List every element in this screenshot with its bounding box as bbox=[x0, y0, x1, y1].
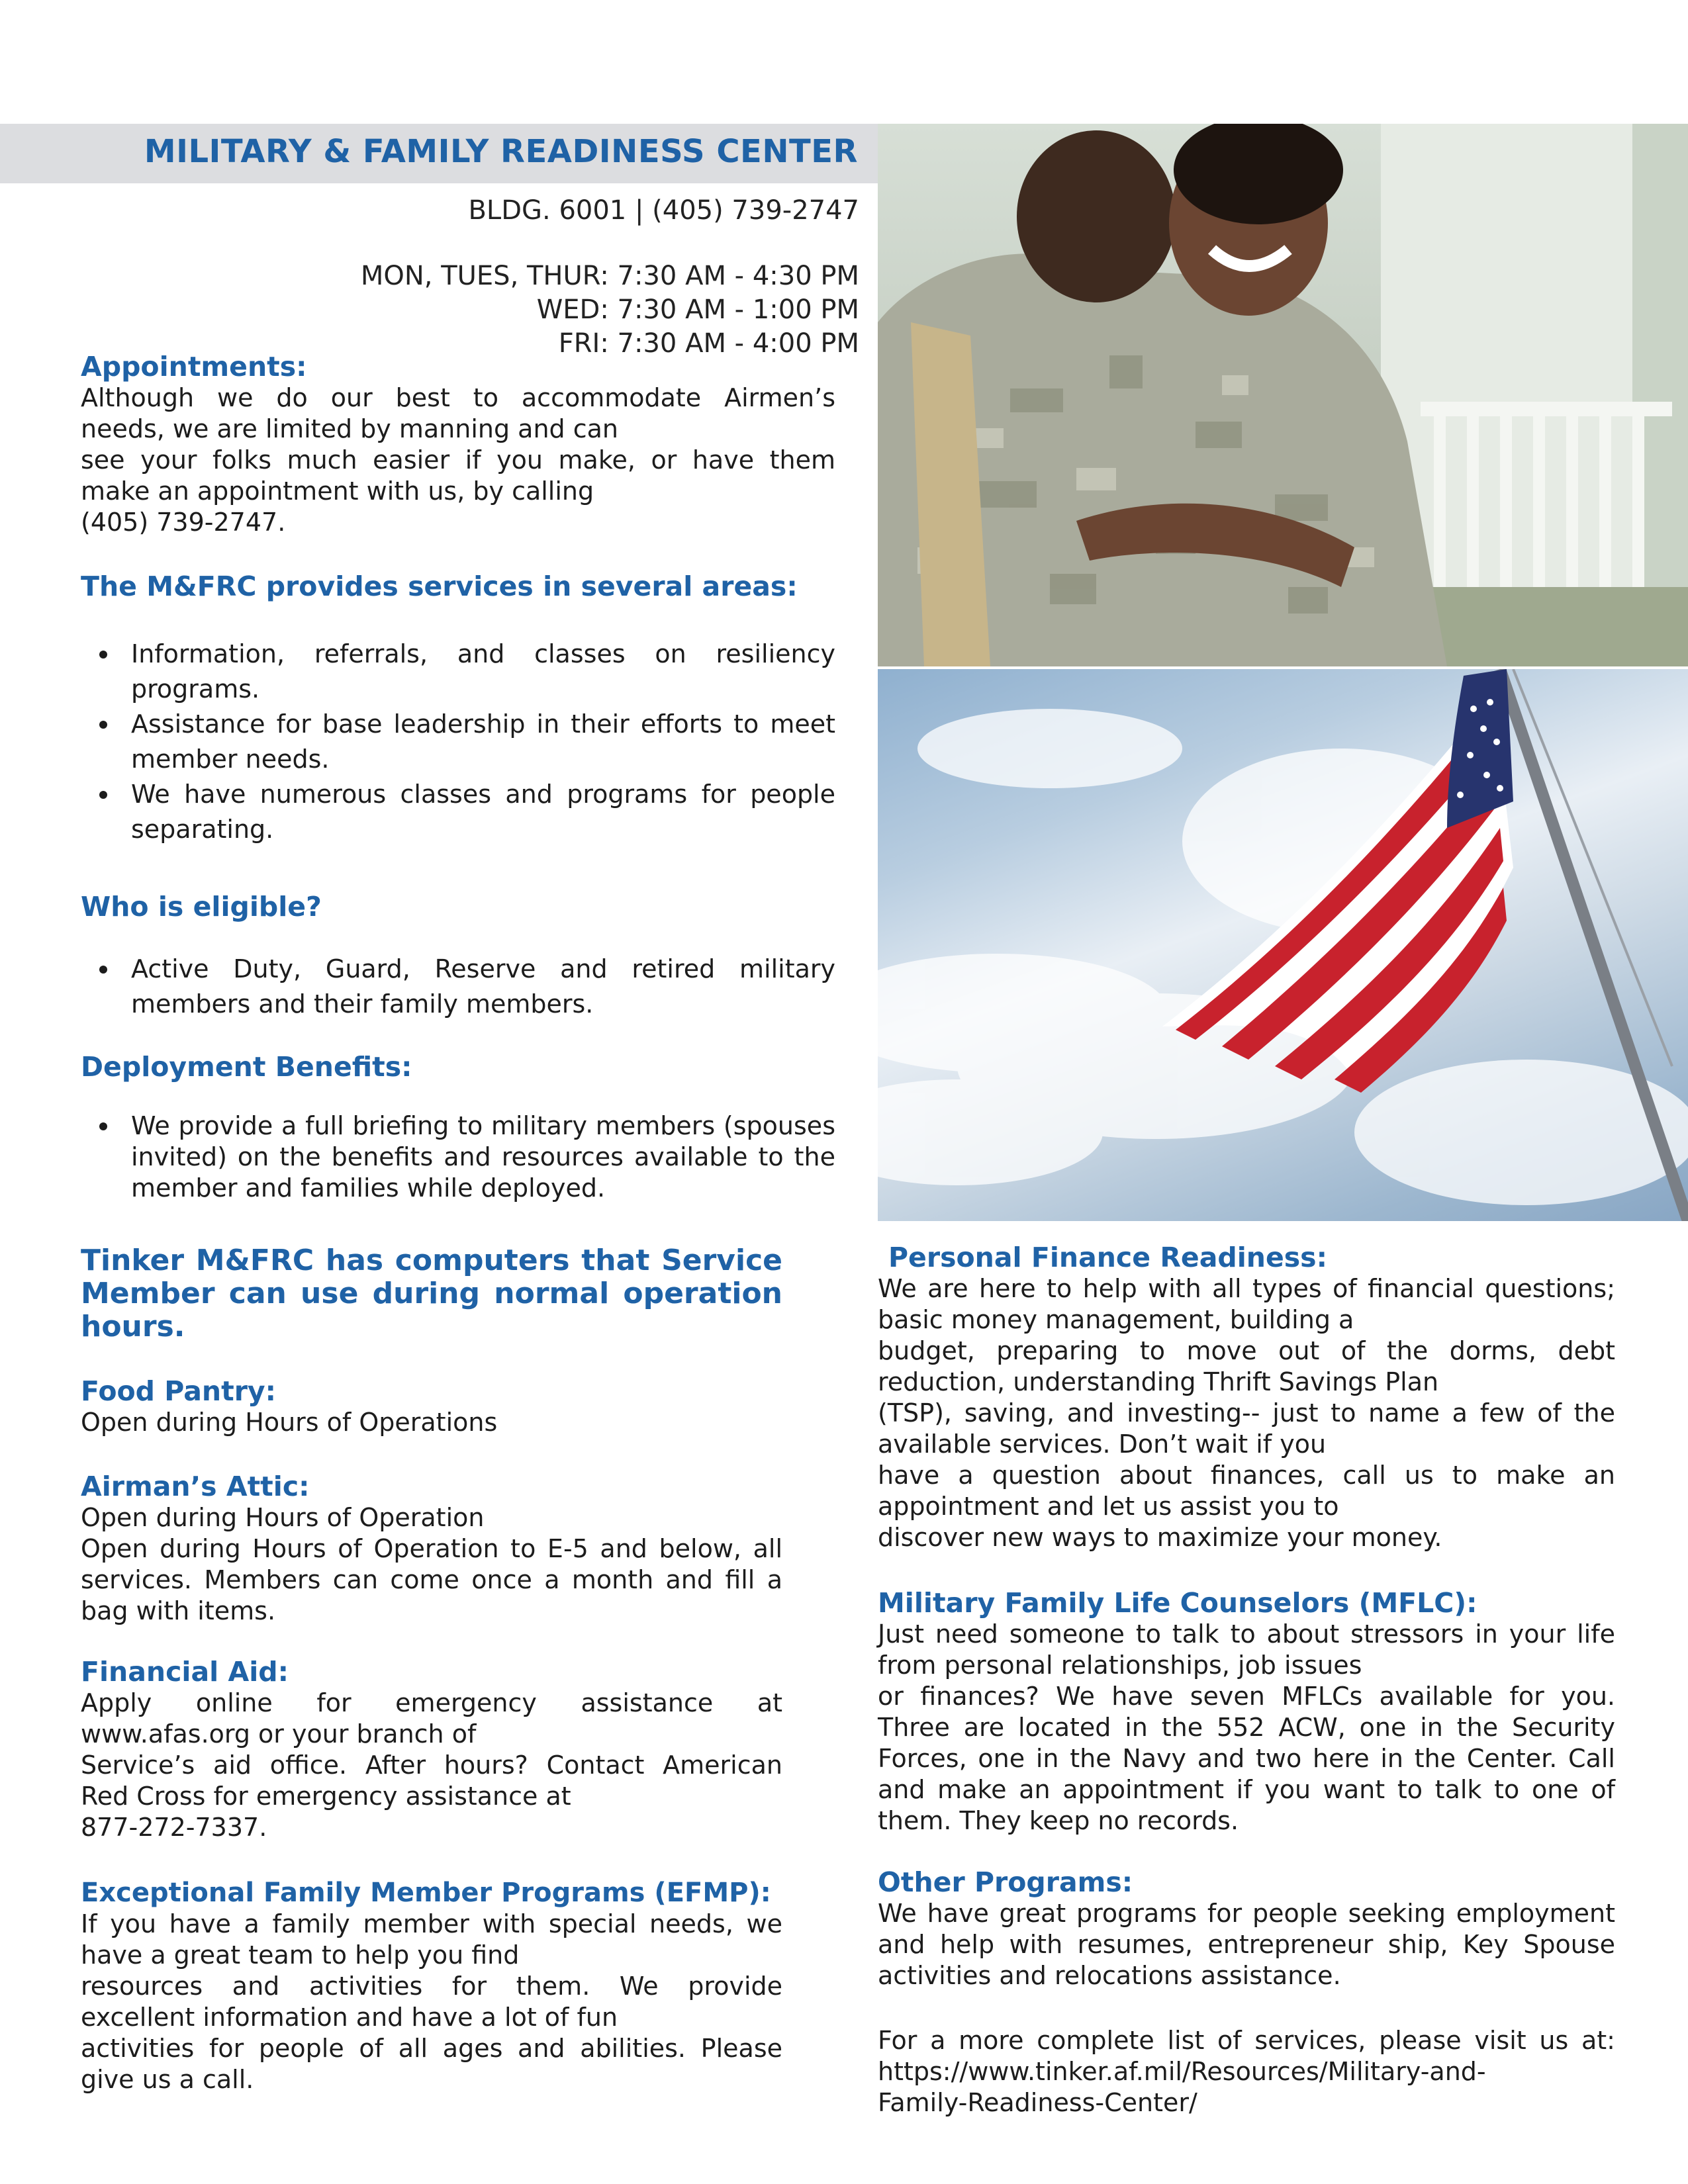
hours-line: FRI: 7:30 AM - 4:00 PM bbox=[558, 328, 859, 359]
deployment-list bbox=[81, 1111, 835, 1204]
contact-line: BLDG. 6001 | (405) 739-2747 bbox=[468, 195, 859, 226]
finance-text bbox=[878, 1273, 1615, 1553]
text-line: give us a call. bbox=[81, 2065, 254, 2094]
text-line: appointment and let us assist you to bbox=[878, 1492, 1339, 1521]
computers-text: Tinker M&FRC has computers that Service Member can use during normal operation hours. bbox=[81, 1244, 782, 1343]
mflc-section bbox=[878, 1587, 1615, 1837]
office-hours bbox=[361, 259, 859, 361]
food-pantry-heading: Food Pantry: bbox=[81, 1375, 277, 1407]
efmp-text bbox=[81, 1909, 782, 2095]
text-line: activities for people of all ages and abilities. Please bbox=[81, 2034, 782, 2063]
text-line: excellent information and have a lot of fun bbox=[81, 2003, 618, 2032]
text-line: resources and activities for them. We provide bbox=[81, 1972, 782, 2001]
text-line: have a great team to help you find bbox=[81, 1940, 520, 1970]
eligible-heading: Who is eligible? bbox=[81, 891, 322, 923]
bullet-icon bbox=[99, 791, 107, 799]
list-item: Active Duty, Guard, Reserve and retired military members and their family members. bbox=[81, 952, 835, 1022]
financial-aid-section bbox=[81, 1656, 782, 1843]
deployment-heading: Deployment Benefits: bbox=[81, 1051, 412, 1083]
services-section bbox=[81, 570, 835, 847]
efmp-heading: Exceptional Family Member Programs (EFMP): bbox=[81, 1878, 771, 1908]
text-line: Although we do our best to accommodate Airmen’s bbox=[81, 383, 835, 412]
text-line: basic money management, building a bbox=[878, 1305, 1354, 1334]
american-flag-photo bbox=[878, 669, 1688, 1221]
appointments-heading: Appointments: bbox=[81, 351, 307, 383]
text-line: have a question about finances, call us to make an bbox=[878, 1461, 1615, 1490]
soldier-hug-photo bbox=[878, 124, 1688, 666]
finance-heading: Personal Finance Readiness: bbox=[888, 1242, 1327, 1273]
text-line: from personal relationships, job issues bbox=[878, 1651, 1362, 1680]
text-line: Service’s aid office. After hours? Contact American bbox=[81, 1751, 782, 1780]
list-item: We provide a full briefing to military members (spouses invited) on the benefits and resources available to the member and families while deployed. bbox=[81, 1111, 835, 1204]
bullet-icon bbox=[99, 721, 107, 729]
other-programs-section bbox=[878, 1866, 1615, 1991]
finance-section bbox=[878, 1242, 1615, 1553]
services-list bbox=[81, 637, 835, 847]
page-title: MILITARY & FAMILY READINESS CENTER bbox=[144, 133, 858, 170]
soldier-hug-illustration bbox=[878, 124, 1688, 666]
text-line: needs, we are limited by manning and can bbox=[81, 414, 618, 443]
attic-text-2: Open during Hours of Operation to E-5 and below, all services. Members can come once a month and fill a bag with items. bbox=[81, 1534, 782, 1625]
attic-section bbox=[81, 1471, 782, 1627]
other-programs-text: We have great programs for people seeking employment and help with resumes, entrepreneur ship, Key Spouse activities and relocations assistance. bbox=[878, 1899, 1615, 1990]
appointments-text bbox=[81, 383, 835, 538]
text-line: www.afas.org or your branch of bbox=[81, 1719, 477, 1749]
bullet-icon bbox=[99, 966, 107, 974]
title-bar bbox=[0, 124, 878, 183]
text-line: discover new ways to maximize your money. bbox=[878, 1523, 1442, 1552]
financial-aid-heading: Financial Aid: bbox=[81, 1656, 289, 1688]
hours-line: WED: 7:30 AM - 1:00 PM bbox=[536, 295, 859, 325]
text-line: available services. Don’t wait if you bbox=[878, 1430, 1327, 1459]
mflc-text bbox=[878, 1619, 1615, 1837]
computers-note bbox=[81, 1244, 782, 1343]
financial-aid-text bbox=[81, 1688, 782, 1843]
text-line: or finances? We have seven MFLCs available for you. Three are located in the 552 ACW, one in the Security Forces, one in the Navy and two here in the Center. Call and make an appointment if you want to talk to one of them. They keep no records. bbox=[878, 1682, 1615, 1835]
bullet-icon bbox=[99, 651, 107, 659]
food-pantry-section bbox=[81, 1375, 782, 1438]
list-item: Assistance for base leadership in their efforts to meet member needs. bbox=[81, 707, 835, 777]
food-pantry-text: Open during Hours of Operations bbox=[81, 1408, 498, 1437]
text-line: Red Cross for emergency assistance at bbox=[81, 1782, 571, 1811]
other-programs-heading: Other Programs: bbox=[878, 1866, 1133, 1898]
text-line: budget, preparing to move out of the dorms, debt bbox=[878, 1336, 1615, 1365]
text-line: If you have a family member with special needs, we bbox=[81, 1909, 782, 1938]
appointments-section bbox=[81, 351, 835, 538]
efmp-section bbox=[81, 1877, 782, 2095]
text-line: make an appointment with us, by calling bbox=[81, 477, 594, 506]
footer-section bbox=[878, 2025, 1615, 2118]
text-line: (TSP), saving, and investing-- just to name a few of the bbox=[878, 1398, 1615, 1428]
american-flag-illustration bbox=[878, 669, 1688, 1221]
list-item: Information, referrals, and classes on resiliency programs. bbox=[81, 637, 835, 707]
text-line: Apply online for emergency assistance at bbox=[81, 1688, 782, 1717]
text-line: 877-272-7337. bbox=[81, 1813, 267, 1842]
website-link[interactable]: https://www.tinker.af.mil/Resources/Military-and- bbox=[878, 2057, 1486, 2086]
footer-intro: For a more complete list of services, please visit us at: bbox=[878, 2026, 1615, 2055]
text-line: We are here to help with all types of financial questions; bbox=[878, 1274, 1615, 1303]
eligible-list bbox=[81, 952, 835, 1022]
attic-text-1: Open during Hours of Operation bbox=[81, 1503, 485, 1532]
services-heading: The M&FRC provides services in several areas: bbox=[81, 570, 798, 602]
text-line: Just need someone to talk to about stressors in your life bbox=[878, 1619, 1615, 1649]
website-link-cont[interactable]: Family-Readiness-Center/ bbox=[878, 2088, 1197, 2117]
mflc-heading: Military Family Life Counselors (MFLC): bbox=[878, 1587, 1477, 1619]
text-line: see your folks much easier if you make, or have them bbox=[81, 445, 835, 475]
hours-line: MON, TUES, THUR: 7:30 AM - 4:30 PM bbox=[360, 261, 859, 291]
bullet-icon bbox=[99, 1122, 107, 1130]
list-item: We have numerous classes and programs for people separating. bbox=[81, 777, 835, 847]
text-line: reduction, understanding Thrift Savings Plan bbox=[878, 1367, 1439, 1396]
attic-heading: Airman’s Attic: bbox=[81, 1471, 310, 1502]
text-line: (405) 739-2747. bbox=[81, 508, 286, 537]
deployment-section bbox=[81, 1051, 835, 1204]
eligible-section bbox=[81, 891, 835, 1022]
